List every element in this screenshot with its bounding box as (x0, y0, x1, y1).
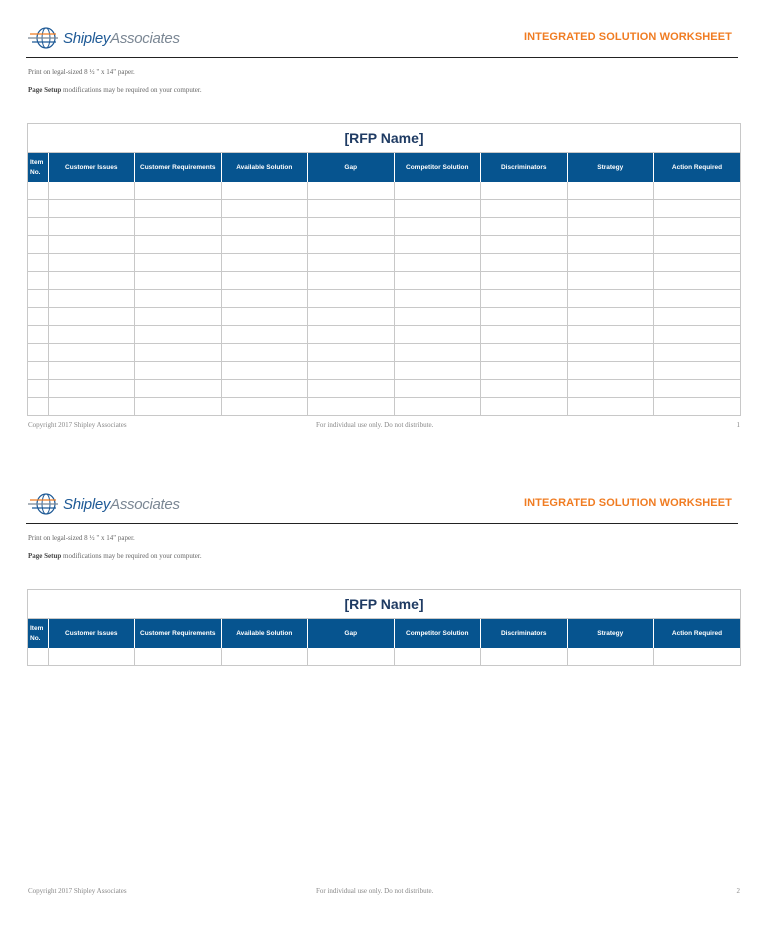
table-cell[interactable] (28, 308, 48, 326)
table-row (28, 236, 740, 254)
column-header-customer-issues: Customer Issues (48, 619, 135, 648)
table-cell[interactable] (481, 272, 568, 290)
table-cell[interactable] (308, 182, 395, 200)
table-cell[interactable] (394, 648, 481, 665)
table-cell[interactable] (481, 398, 568, 416)
table-cell[interactable] (567, 182, 654, 200)
header-divider (26, 523, 738, 524)
table-cell[interactable] (48, 344, 135, 362)
item-no-line2: No. (30, 634, 41, 642)
table-cell[interactable] (567, 326, 654, 344)
table-cell[interactable] (135, 200, 222, 218)
table-cell[interactable] (135, 380, 222, 398)
table-cell[interactable] (308, 254, 395, 272)
table-cell[interactable] (481, 308, 568, 326)
setup-note-bold: Page Setup (28, 552, 62, 560)
table-cell[interactable] (221, 218, 308, 236)
column-header-customer-issues: Customer Issues (48, 153, 135, 182)
table-cell[interactable] (567, 254, 654, 272)
table-cell[interactable] (48, 326, 135, 344)
table-cell[interactable] (28, 362, 48, 380)
table-cell[interactable] (308, 290, 395, 308)
table-cell[interactable] (481, 326, 568, 344)
table-cell[interactable] (654, 398, 741, 416)
print-note: Print on legal-sized 8 ½ " x 14" paper. (28, 534, 135, 542)
table-cell[interactable] (28, 218, 48, 236)
item-no-line1: Item (30, 624, 44, 632)
table-cell[interactable] (308, 218, 395, 236)
footer-usage: For individual use only. Do not distribute. (316, 421, 434, 429)
column-header-gap: Gap (308, 619, 395, 648)
table-cell[interactable] (481, 648, 568, 665)
table-cell[interactable] (28, 398, 48, 416)
table-cell[interactable] (48, 362, 135, 380)
table-cell[interactable] (135, 344, 222, 362)
footer-usage: For individual use only. Do not distribute. (316, 887, 434, 895)
table-cell[interactable] (394, 362, 481, 380)
table-cell[interactable] (567, 344, 654, 362)
table-cell[interactable] (221, 236, 308, 254)
table-cell[interactable] (135, 648, 222, 665)
table-row (28, 362, 740, 380)
table-cell[interactable] (567, 398, 654, 416)
table-cell[interactable] (654, 182, 741, 200)
logo-word-associates: Associates (110, 29, 180, 47)
table-cell[interactable] (654, 344, 741, 362)
table-cell[interactable] (654, 308, 741, 326)
column-header-item-no (28, 619, 48, 648)
table-cell[interactable] (654, 648, 741, 665)
table-cell[interactable] (48, 236, 135, 254)
table-cell[interactable] (567, 218, 654, 236)
column-header-discriminators: Discriminators (481, 619, 568, 648)
table-cell[interactable] (221, 200, 308, 218)
table-cell[interactable] (221, 398, 308, 416)
worksheet-table (27, 123, 741, 416)
table-cell[interactable] (567, 290, 654, 308)
setup-note (28, 552, 202, 560)
table-cell[interactable] (28, 344, 48, 362)
worksheet-heading: INTEGRATED SOLUTION WORKSHEET (523, 31, 732, 43)
table-cell[interactable] (48, 200, 135, 218)
table-cell[interactable] (135, 218, 222, 236)
table-cell[interactable] (654, 200, 741, 218)
table-cell[interactable] (394, 254, 481, 272)
table-row (28, 344, 740, 362)
table-row (28, 290, 740, 308)
table-row (28, 272, 740, 290)
column-header-competitor-solution: Competitor Solution (394, 619, 481, 648)
table-cell[interactable] (135, 236, 222, 254)
table-cell[interactable] (135, 308, 222, 326)
worksheet-grid (28, 153, 740, 415)
table-cell[interactable] (394, 272, 481, 290)
table-cell[interactable] (481, 254, 568, 272)
header-row (28, 619, 740, 648)
column-header-available-solution: Available Solution (221, 619, 308, 648)
table-cell[interactable] (308, 380, 395, 398)
table-cell[interactable] (28, 236, 48, 254)
table-row (28, 308, 740, 326)
table-cell[interactable] (308, 308, 395, 326)
table-cell[interactable] (308, 398, 395, 416)
globe-logo-icon (28, 492, 60, 516)
column-header-customer-requirements: Customer Requirements (135, 619, 222, 648)
table-cell[interactable] (221, 648, 308, 665)
table-cell[interactable] (567, 200, 654, 218)
table-cell[interactable] (28, 380, 48, 398)
shipley-logo (28, 491, 180, 517)
table-cell[interactable] (48, 398, 135, 416)
table-row (28, 380, 740, 398)
table-cell[interactable] (308, 648, 395, 665)
table-cell[interactable] (308, 362, 395, 380)
item-no-line1: Item (30, 158, 44, 166)
table-cell[interactable] (221, 362, 308, 380)
table-cell[interactable] (221, 272, 308, 290)
setup-note-bold: Page Setup (28, 86, 62, 94)
table-cell[interactable] (221, 380, 308, 398)
table-cell[interactable] (135, 326, 222, 344)
table-cell[interactable] (481, 182, 568, 200)
table-cell[interactable] (48, 308, 135, 326)
table-cell[interactable] (394, 380, 481, 398)
table-cell[interactable] (394, 290, 481, 308)
worksheet-table (27, 589, 741, 666)
table-cell[interactable] (654, 236, 741, 254)
table-cell[interactable] (654, 290, 741, 308)
table-cell[interactable] (48, 272, 135, 290)
table-cell[interactable] (308, 200, 395, 218)
table-cell[interactable] (28, 200, 48, 218)
table-cell[interactable] (48, 182, 135, 200)
table-cell[interactable] (654, 326, 741, 344)
table-cell[interactable] (654, 254, 741, 272)
table-cell[interactable] (394, 182, 481, 200)
column-header-available-solution: Available Solution (221, 153, 308, 182)
table-cell[interactable] (28, 326, 48, 344)
table-cell[interactable] (567, 308, 654, 326)
table-cell[interactable] (394, 398, 481, 416)
table-cell[interactable] (135, 182, 222, 200)
worksheet-grid (28, 619, 740, 665)
table-cell[interactable] (221, 344, 308, 362)
rfp-name-title[interactable]: [RFP Name] (28, 590, 740, 619)
column-header-action-required: Action Required (654, 619, 741, 648)
table-cell[interactable] (394, 236, 481, 254)
table-cell[interactable] (221, 326, 308, 344)
header-row (28, 153, 740, 182)
table-cell[interactable] (135, 272, 222, 290)
table-cell[interactable] (28, 182, 48, 200)
column-header-item-no (28, 153, 48, 182)
table-cell[interactable] (654, 380, 741, 398)
table-cell[interactable] (28, 290, 48, 308)
table-cell[interactable] (135, 362, 222, 380)
table-cell[interactable] (48, 218, 135, 236)
column-header-strategy: Strategy (567, 153, 654, 182)
print-note: Print on legal-sized 8 ½ " x 14" paper. (28, 68, 135, 76)
table-cell[interactable] (394, 200, 481, 218)
table-cell[interactable] (48, 290, 135, 308)
worksheet-rows (28, 648, 740, 665)
table-cell[interactable] (221, 182, 308, 200)
table-cell[interactable] (481, 362, 568, 380)
item-no-line2: No. (30, 168, 41, 176)
table-cell[interactable] (308, 326, 395, 344)
column-header-customer-requirements: Customer Requirements (135, 153, 222, 182)
table-cell[interactable] (221, 308, 308, 326)
page-number: 1 (736, 421, 740, 429)
table-row (28, 182, 740, 200)
column-header-action-required: Action Required (654, 153, 741, 182)
logo-word-shipley: Shipley (63, 29, 111, 47)
table-cell[interactable] (221, 290, 308, 308)
table-row (28, 398, 740, 416)
table-cell[interactable] (567, 236, 654, 254)
table-cell[interactable] (135, 398, 222, 416)
table-row (28, 254, 740, 272)
globe-logo-icon (28, 26, 60, 50)
worksheet-heading: INTEGRATED SOLUTION WORKSHEET (523, 497, 732, 509)
table-cell[interactable] (308, 344, 395, 362)
table-cell[interactable] (394, 308, 481, 326)
setup-note (28, 86, 202, 94)
table-cell[interactable] (567, 362, 654, 380)
table-cell[interactable] (654, 218, 741, 236)
table-row (28, 200, 740, 218)
table-cell[interactable] (28, 648, 48, 665)
table-cell[interactable] (394, 326, 481, 344)
table-cell[interactable] (308, 272, 395, 290)
table-cell[interactable] (481, 344, 568, 362)
table-cell[interactable] (567, 272, 654, 290)
table-cell[interactable] (135, 290, 222, 308)
table-cell[interactable] (28, 272, 48, 290)
table-row (28, 326, 740, 344)
table-cell[interactable] (394, 218, 481, 236)
table-cell[interactable] (481, 218, 568, 236)
setup-note-text: modifications may be required on your computer. (61, 552, 202, 560)
column-header-strategy: Strategy (567, 619, 654, 648)
page-number: 2 (736, 887, 740, 895)
column-header-gap: Gap (308, 153, 395, 182)
footer-copyright: Copyright 2017 Shipley Associates (28, 887, 127, 895)
table-cell[interactable] (135, 254, 222, 272)
table-cell[interactable] (481, 290, 568, 308)
rfp-name-title[interactable]: [RFP Name] (28, 124, 740, 153)
setup-note-text: modifications may be required on your computer. (61, 86, 202, 94)
table-cell[interactable] (394, 344, 481, 362)
table-cell[interactable] (481, 200, 568, 218)
logo-word-associates: Associates (110, 495, 180, 513)
table-cell[interactable] (308, 236, 395, 254)
table-cell[interactable] (481, 380, 568, 398)
column-header-competitor-solution: Competitor Solution (394, 153, 481, 182)
footer-copyright: Copyright 2017 Shipley Associates (28, 421, 127, 429)
table-cell[interactable] (654, 362, 741, 380)
logo-word-shipley: Shipley (63, 495, 111, 513)
table-cell[interactable] (481, 236, 568, 254)
table-cell[interactable] (28, 254, 48, 272)
table-row (28, 648, 740, 665)
table-cell[interactable] (221, 254, 308, 272)
table-cell[interactable] (48, 380, 135, 398)
shipley-logo (28, 25, 180, 51)
table-cell[interactable] (654, 272, 741, 290)
table-cell[interactable] (567, 648, 654, 665)
worksheet-rows (28, 182, 740, 415)
column-header-discriminators: Discriminators (481, 153, 568, 182)
table-row (28, 218, 740, 236)
header-divider (26, 57, 738, 58)
table-cell[interactable] (48, 648, 135, 665)
table-cell[interactable] (567, 380, 654, 398)
table-cell[interactable] (48, 254, 135, 272)
